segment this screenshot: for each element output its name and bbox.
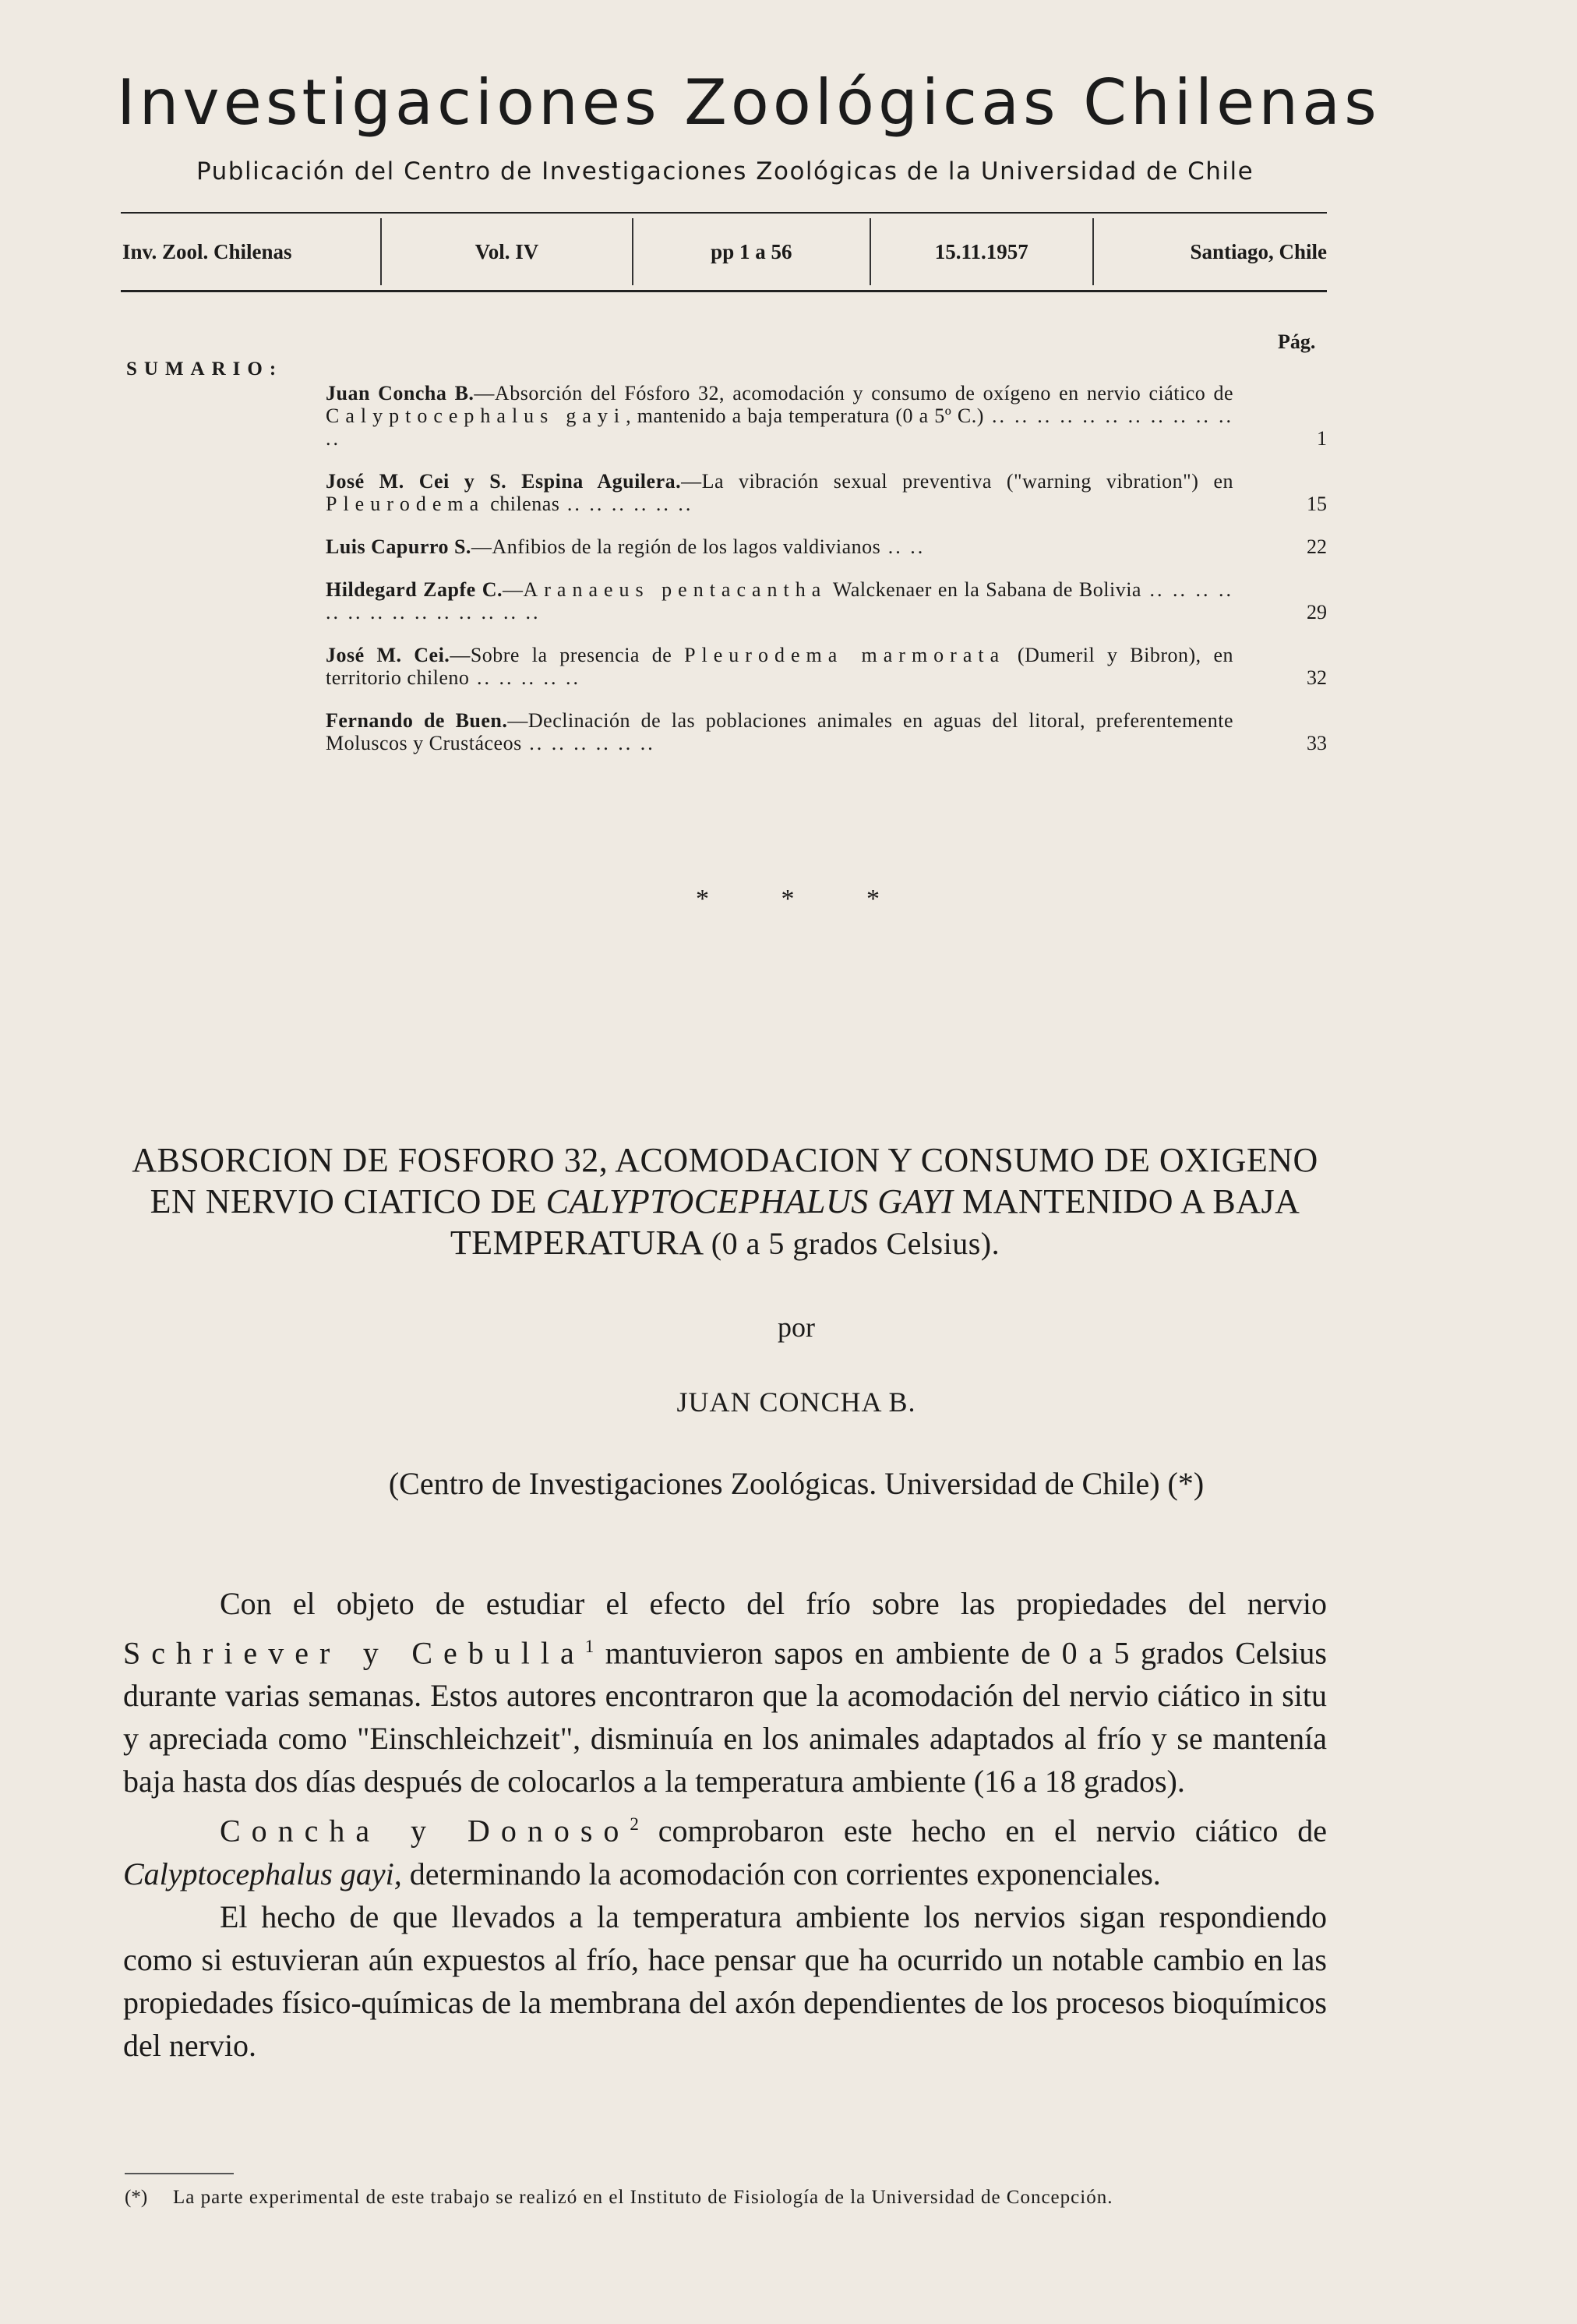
toc-page-number: 32 [1307,666,1327,689]
body-paragraph [123,1582,1327,1803]
toc-title-end: chilenas [485,493,560,515]
toc-author: José M. Cei. [326,644,450,666]
toc-page-number: 22 [1307,535,1327,558]
toc-leader-dots: .. .. [880,535,926,558]
toc-entry [326,382,1327,450]
toc-entry [326,535,1327,558]
toc-author: Hildegard Zapfe C. [326,578,503,601]
author-affiliation: (Centro de Investigaciones Zoológicas. Universidad de Chile) (*) [388,1466,1205,1501]
toc-title: —Absorción del Fósforo 32, acomodación y consumo de oxígeno en nervio ciático de [474,382,1234,404]
toc-species: Pleurodema [326,493,485,515]
volume-number: Vol. IV [380,218,631,285]
summary-label: SUMARIO: [126,358,284,380]
toc-species: Calyptocephalus gayi [326,404,626,427]
toc-entry-text [326,709,1233,754]
article-title-main: ABSORCION DE FOSFORO 32, ACOMODACION Y CONSUMO DE OXIGENO EN NERVIO CIATICO DE [132,1141,1318,1220]
body-paragraph: El hecho de que llevados a la temperatura ambiente los nervios sigan respondiendo como si estuvieran aún expuestos al frío, hace pensar que ha ocurrido un notable cambio en las propiedades físico-químicas de la membrana del axón dependientes de los procesos bioquímicos del nervio. [123,1898,1327,2063]
footnote-rule [125,2173,234,2174]
page-range: pp 1 a 56 [632,218,870,285]
toc-leader-dots: .. .. .. .. .. .. .. .. .. .. .. .. .. .. [326,578,1234,623]
toc-entry-text [326,535,1233,558]
toc-entry-text [326,382,1233,450]
toc-entry [326,470,1327,515]
article-title-rest: MANTENIDO A BAJA TEMPERATURA [450,1182,1300,1262]
toc-species: Pleurodema marmorata [684,644,1006,666]
article-title-species: CALYPTOCEPHALUS GAYI [545,1182,954,1220]
toc-author: Juan Concha B. [326,382,475,404]
paragraph-text: mantuvieron sapos en ambiente de 0 a 5 grados Celsius durante varias semanas. Estos autores encontraron que la acomodación del nervio ciático in situ y apreciada como "Einschleichzeit", disminuía en los animales adaptados al frío y se mantenía baja hasta dos días después de colocarlos a la temperatura ambiente (16 a 18 grados). [123,1635,1327,1800]
paragraph-text: Con el objeto de estudiar el efecto del frío sobre las propiedades del nervio [220,1586,1327,1621]
table-of-contents [326,382,1327,775]
toc-author: José M. Cei y S. Espina Aguilera. [326,470,682,493]
issue-place: Santiago, Chile [1092,218,1327,285]
toc-page-number: 15 [1307,493,1327,515]
toc-entry [326,644,1327,689]
paragraph-text: comprobaron este hecho en el nervio ciático de [638,1813,1327,1849]
toc-page-number: 1 [1317,427,1327,450]
article-title [123,1139,1327,1264]
toc-entry [326,578,1327,623]
paragraph-text: determinando la acomodación con corrientes exponenciales. [401,1856,1161,1891]
toc-page-number: 33 [1307,732,1327,754]
byline-por: por [778,1312,815,1343]
article-title-range: (0 a 5 grados Celsius). [711,1226,1000,1261]
body-paragraph [123,1803,1327,1895]
toc-entry-text [326,644,1233,689]
toc-title: —Anfibios de la región de los lagos valdivianos [471,535,881,558]
toc-leader-dots: .. .. .. .. .. [469,666,580,689]
journal-abbreviation: Inv. Zool. Chilenas [122,239,292,263]
toc-title-end: Walckenaer en la Sabana de Bolivia [827,578,1141,601]
toc-page-number: 29 [1307,601,1327,623]
toc-title: —Declinación de las poblaciones animales en aguas del litoral, preferentemente Moluscos y Crustáceos [326,709,1233,754]
footnote-text: La parte experimental de este trabajo se realizó en el Instituto de Fisiología de la Universidad de Concepción. [173,2187,1113,2208]
toc-title: — [502,578,524,601]
section-separator: * * * [696,885,912,913]
journal-subtitle: Publicación del Centro de Investigaciones Zoológicas de la Universidad de Chile [196,157,1254,185]
toc-page-header: Pág. [1278,330,1316,353]
journal-title: Investigaciones Zoológicas Chilenas [117,66,1381,139]
toc-leader-dots: .. .. .. .. .. .. .. .. .. .. .. .. [326,404,1233,450]
article-author: JUAN CONCHA B. [676,1386,916,1418]
toc-leader-dots: .. .. .. .. .. .. [559,493,693,515]
species-name: Calyptocephalus gayi, [123,1856,402,1891]
toc-species: Aranaeus pentacantha [523,578,827,601]
toc-title: —Sobre la presencia de [450,644,685,666]
toc-title-end: , mantenido a baja temperatura (0 a 5º C.) [626,404,984,427]
toc-title-end: (Dumeril y Bibron), en territorio chileno [326,644,1233,689]
cited-authors: Concha y Donoso [220,1813,630,1849]
issue-info-bar [121,212,1327,292]
article-body [123,1582,1327,2067]
toc-author: Luis Capurro S. [326,535,471,558]
toc-entry [326,709,1327,754]
cited-authors: Schriever y Cebulla [123,1635,585,1671]
issue-date: 15.11.1957 [870,218,1092,285]
footnote [125,2187,1328,2208]
toc-author: Fernando de Buen. [326,709,508,732]
toc-entry-text [326,578,1233,623]
toc-entry-text [326,470,1233,515]
reference-marker: 2 [630,1814,639,1835]
footnote-marker: (*) [125,2187,148,2208]
toc-leader-dots: .. .. .. .. .. .. [521,732,655,754]
toc-title: —La vibración sexual preventiva ("warning vibration") en [681,470,1233,493]
reference-marker: 1 [584,1637,594,1656]
